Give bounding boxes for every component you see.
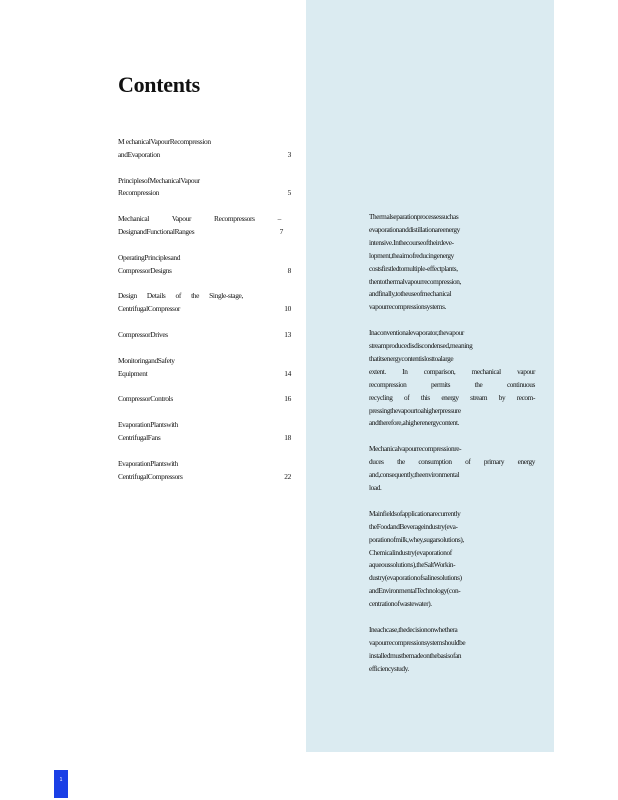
text-line: efficiencystudy. xyxy=(369,663,409,673)
text-line: streamproducedisdiscondensed,meaning xyxy=(369,341,473,351)
intro-text xyxy=(369,211,535,688)
toc-entry-text: PrinciplesofMechanicalVapour xyxy=(118,175,200,185)
text-line: Ineachcase,thedecisiononwhethera xyxy=(369,624,458,634)
toc-entry-text: MonitoringandSafety xyxy=(118,355,175,365)
toc-entry[interactable] xyxy=(118,329,291,342)
toc-entry-text: andEvaporation xyxy=(118,149,160,159)
intro-paragraph xyxy=(369,443,535,495)
toc-entry[interactable] xyxy=(118,175,291,201)
text-line: costsfirstledtomultiple-effectplants, xyxy=(369,263,458,273)
intro-paragraph xyxy=(369,211,535,314)
toc-page-number: 5 xyxy=(287,188,291,198)
toc-page-number: 16 xyxy=(284,394,291,404)
text-line: andEnvironmentalTechnology(con- xyxy=(369,586,461,596)
text-line: thatitsenergycontentislosttoalarge xyxy=(369,353,454,363)
text-line: extent. In comparison, mechanical vapour xyxy=(369,366,535,376)
text-line: evaporationanddistillationareenergy xyxy=(369,224,460,234)
toc-entry[interactable] xyxy=(118,136,291,162)
toc-entry-text: CentrifugalCompressors xyxy=(118,471,183,481)
text-line: intensive.Inthecourseoftheirdeve- xyxy=(369,237,454,247)
text-line: Inaconventionalevaporator,thevapour xyxy=(369,328,464,338)
text-line: dustry(evaporationofsalinesolutions) xyxy=(369,573,462,583)
toc-page-number: 13 xyxy=(284,329,291,339)
toc-entry-text: Equipment xyxy=(118,368,148,378)
toc-entry[interactable] xyxy=(118,213,291,239)
page-number-badge: 1 xyxy=(54,770,68,798)
toc-page-number: 8 xyxy=(287,265,291,275)
text-line: vapourrecompressionsystemshouldbe xyxy=(369,637,466,647)
text-line: porationofmilk,whey,sugarsolutions), xyxy=(369,534,464,544)
toc-page-number: 3 xyxy=(287,149,291,159)
toc-page-number: 14 xyxy=(284,368,291,378)
toc-entry[interactable] xyxy=(118,393,291,406)
intro-paragraph xyxy=(369,508,535,611)
text-line: theFoodandBeverageindustry(eva- xyxy=(369,521,458,531)
toc-entry-text: M echanicalVapourRecompression xyxy=(118,137,211,146)
toc-page-number: 10 xyxy=(284,304,291,314)
text-line: Thermalseparationprocessessuchas xyxy=(369,212,459,221)
toc-entry[interactable] xyxy=(118,290,291,316)
toc-entry-text: CentrifugalCompressor xyxy=(118,304,181,314)
toc-entry-text: CentrifugalFans xyxy=(118,432,161,442)
toc-entry-text: EvaporationPlantswith xyxy=(118,420,178,430)
toc-entry-text: DesignandFunctionalRanges xyxy=(118,226,195,236)
toc-entry-text: Recompression xyxy=(118,188,160,198)
text-line: thentothermalvapourrecompression, xyxy=(369,276,461,286)
text-line: load. xyxy=(369,483,382,492)
toc-entry-text: CompressorControls xyxy=(118,394,173,404)
intro-paragraph xyxy=(369,327,535,430)
toc-entry-text: Mechanical Vapour Recompressors – xyxy=(118,214,281,224)
text-line: aqueoussolutions),theSaltWorkin- xyxy=(369,560,456,570)
toc-page-number: 18 xyxy=(284,432,291,442)
text-line: andfinally,totheuseofmechanical xyxy=(369,289,452,299)
toc-page-number: 22 xyxy=(284,471,291,481)
text-line: vapourrecompressionsystems. xyxy=(369,302,446,312)
toc-entry[interactable] xyxy=(118,252,291,278)
page-title: Contents xyxy=(118,72,200,97)
toc-entry-text: CompressorDrives xyxy=(118,329,168,339)
text-line: recompression permits the continuous xyxy=(369,379,535,389)
toc-entry-text: CompressorDesigns xyxy=(118,265,172,275)
toc-entry[interactable] xyxy=(118,355,291,381)
text-line: installedmustbemadeonthebasisofan xyxy=(369,650,462,660)
text-line: centrationofwastewater). xyxy=(369,599,432,609)
text-line: lopment,theaimofreducingenergy xyxy=(369,250,454,260)
table-of-contents xyxy=(118,136,291,496)
toc-page-number: 7 xyxy=(279,226,283,236)
toc-entry-text: EvaporationPlantswith xyxy=(118,458,178,468)
intro-paragraph xyxy=(369,624,535,676)
text-line: Mechanicalvapourrecompressionre- xyxy=(369,444,462,454)
text-line: Mainfieldsofapplicationarecurrently xyxy=(369,508,461,518)
toc-entry-text: Design Details of the Single-stage, xyxy=(118,291,243,301)
text-line: duces the consumption of primary energy xyxy=(369,457,535,467)
text-line: and,consequently,theenvironmental xyxy=(369,470,460,480)
toc-entry[interactable] xyxy=(118,458,291,484)
toc-entry-text: OperatingPrinciplesand xyxy=(118,252,181,262)
text-line: Chemicalindustry(evaporationof xyxy=(369,547,452,557)
text-line: recycling of this energy stream by recom- xyxy=(369,392,535,402)
text-line: pressingthevapourtoahigherpressure xyxy=(369,405,461,415)
text-line: andtherefore,ahigherenergycontent. xyxy=(369,418,459,428)
toc-entry[interactable] xyxy=(118,419,291,445)
